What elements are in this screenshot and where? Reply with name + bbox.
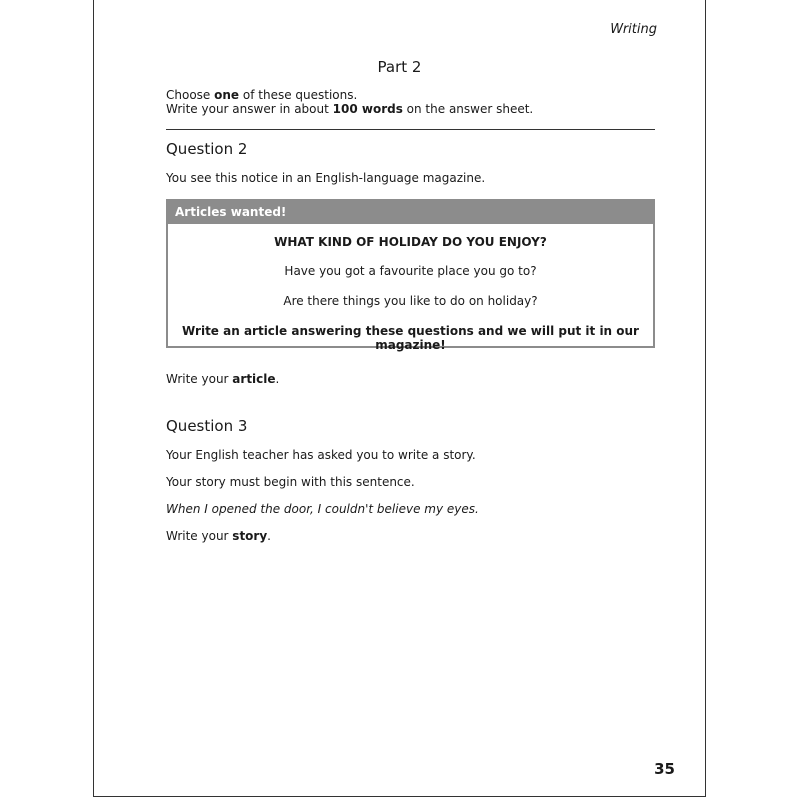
notice-line-4: Write an article answering these questions and we will put it in our magazine!	[182, 324, 639, 352]
question-3-heading: Question 3	[166, 417, 248, 435]
notice-line-3: Are there things you like to do on holiday?	[283, 294, 538, 308]
notice-header: Articles wanted!	[168, 201, 653, 224]
notice-line-1: WHAT KIND OF HOLIDAY DO YOU ENJOY?	[274, 235, 547, 249]
question-3-task: Write your story.	[166, 529, 271, 543]
question-3-line-1: Your English teacher has asked you to write a story.	[166, 448, 476, 462]
notice-line-2: Have you got a favourite place you go to?	[284, 264, 537, 278]
question-3-sentence: When I opened the door, I couldn't believe my eyes.	[166, 502, 479, 516]
question-2-intro: You see this notice in an English-language magazine.	[166, 171, 486, 185]
question-2-task: Write your article.	[166, 372, 280, 386]
part-title: Part 2	[377, 58, 422, 76]
instructions	[166, 88, 533, 116]
instruction-line-1: Choose one of these questions.	[166, 88, 358, 102]
divider-rule	[166, 129, 655, 130]
exam-page	[93, 0, 706, 797]
notice-box	[166, 199, 655, 352]
page-number: 35	[654, 760, 675, 778]
question-3-line-2: Your story must begin with this sentence.	[166, 475, 415, 489]
question-2-heading: Question 2	[166, 140, 248, 158]
running-head: Writing	[610, 22, 657, 37]
instruction-line-2: Write your answer in about 100 words on the answer sheet.	[166, 102, 534, 116]
